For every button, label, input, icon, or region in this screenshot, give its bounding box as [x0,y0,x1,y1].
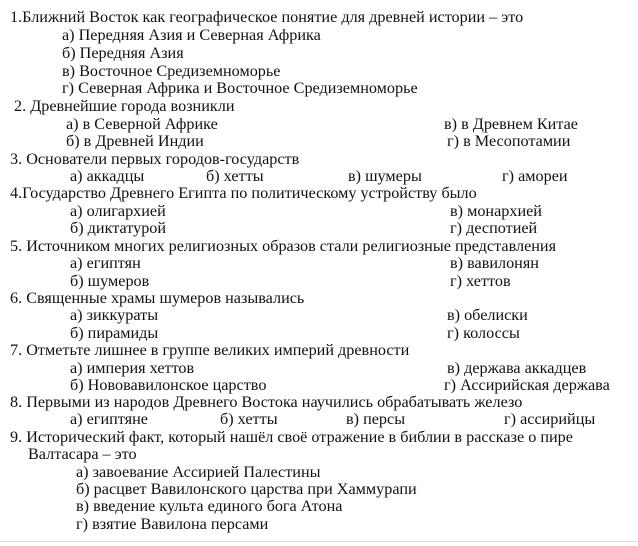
question-2-title: 2. Древнейшие города возникли [14,97,235,115]
question-4-title: 4.Государство Древнего Египта по политическому устройству было [10,184,477,202]
question-9-title: 9. Исторический факт, который нашёл своё отражение в библии в рассказе о пире [10,428,573,446]
question-8-option-c: в) персы [346,410,406,428]
question-5-title: 5. Источником многих религиозных образов стали религиозные представления [10,237,557,255]
question-6-option-a: а) зиккураты [70,306,159,324]
question-3-option-d: г) амореи [502,167,568,185]
question-8-title: 8. Первыми из народов Древнего Востока научились обрабатывать железо [10,393,523,411]
question-5-option-c: в) вавилонян [450,254,539,272]
question-9-option-c: в) введение культа единого бога Атона [76,497,343,515]
question-3-title: 3. Основатели первых городов-государств [10,150,300,168]
question-6-title: 6. Священные храмы шумеров назывались [10,289,305,307]
question-1-option-c: в) Восточное Средиземноморье [62,62,281,80]
question-8-option-a: а) египтяне [70,410,148,428]
question-1-option-d: г) Северная Африка и Восточное Средиземноморье [62,79,418,97]
question-5-option-b: б) шумеров [70,272,150,290]
question-9-option-a: а) завоевание Ассирией Палестины [76,463,321,481]
question-5-option-d: г) хеттов [450,272,511,290]
question-4-option-a: а) олигархией [70,202,166,220]
question-2-option-d: г) в Месопотамии [447,132,571,150]
question-9-option-d: г) взятие Вавилона персами [76,515,269,533]
question-1-option-a: а) Передняя Азия и Северная Африка [62,26,321,44]
question-7-option-d: г) Ассирийская держава [444,376,610,394]
question-3-option-b: б) хетты [206,167,264,185]
question-6-option-b: б) пирамиды [70,324,159,342]
question-4-option-c: в) монархией [450,202,542,220]
question-6-option-c: в) обелиски [447,306,528,324]
question-2-option-a: а) в Северной Африке [66,115,218,133]
question-9-title-continued: Валтасара – это [28,445,137,463]
question-7-option-c: в) держава аккадцев [447,359,587,377]
question-4-option-d: г) деспотией [450,219,538,237]
question-8-option-b: б) хетты [220,410,278,428]
question-7-option-a: а) империя хеттов [70,359,195,377]
question-6-option-d: г) колоссы [447,324,520,342]
question-9-option-b: б) расцвет Вавилонского царства при Хаммурапи [76,480,417,498]
question-4-option-b: б) диктатурой [70,219,167,237]
question-2-option-b: б) в Древней Индии [66,132,204,150]
question-3-option-c: в) шумеры [348,167,422,185]
question-1-title: 1.Ближний Восток как географическое понятие для древней истории – это [10,8,524,26]
question-1-option-b: б) Передняя Азия [62,44,184,62]
question-2-option-c: в) в Древнем Китае [444,115,578,133]
question-3-option-a: а) аккадцы [70,167,145,185]
page-bottom-divider [0,541,638,542]
question-8-option-d: г) ассирийцы [504,410,596,428]
question-7-title: 7. Отметьте лишнее в группе великих империй древности [10,341,410,359]
question-7-option-b: б) Нововавилонское царство [70,376,267,394]
question-5-option-a: а) египтян [70,254,141,272]
